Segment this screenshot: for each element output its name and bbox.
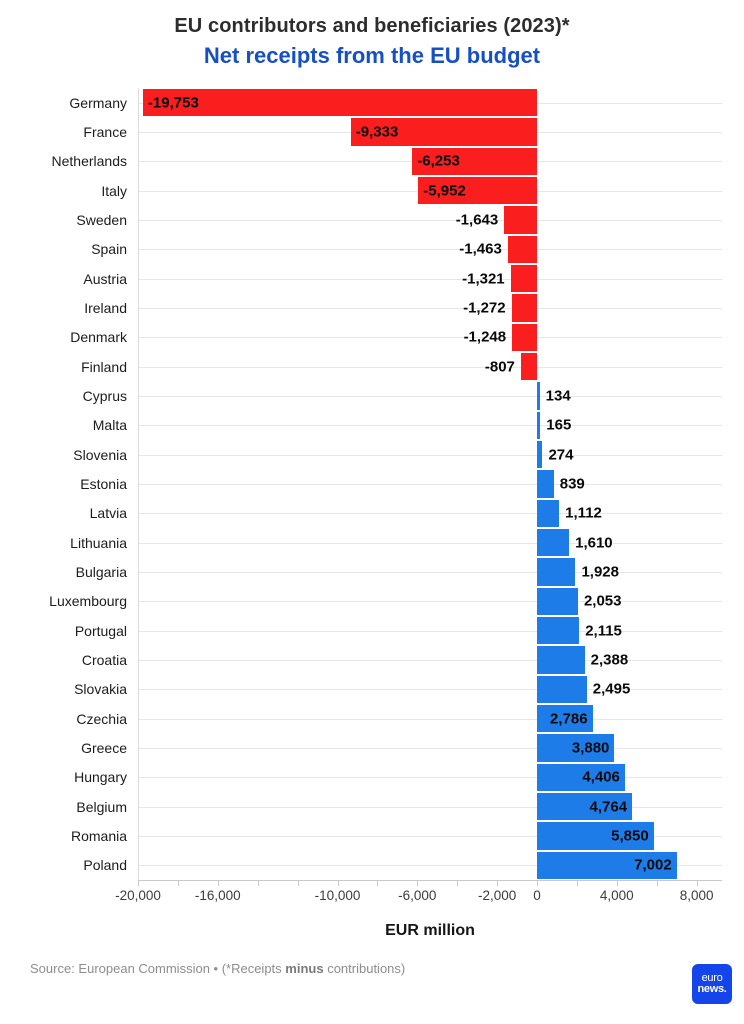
- axis-tick-label: -20,000: [115, 888, 161, 903]
- row-gridline: [138, 543, 722, 544]
- row-gridline: [138, 631, 722, 632]
- chart-row: [0, 293, 744, 322]
- value-label: 3,880: [571, 739, 610, 757]
- row-gridline: [138, 601, 722, 602]
- chart-row: [0, 851, 744, 880]
- chart-row: [0, 117, 744, 146]
- country-label: Portugal: [74, 622, 127, 639]
- axis-tick: [657, 881, 658, 886]
- row-plot: [138, 851, 722, 880]
- value-label: -19,753: [147, 94, 199, 112]
- bar-luxembourg: [537, 588, 578, 615]
- row-plot: [138, 264, 722, 293]
- chart-row: [0, 587, 744, 616]
- chart-row: [0, 205, 744, 234]
- row-gridline: [138, 396, 722, 397]
- row-plot: [138, 147, 722, 176]
- row-plot: [138, 704, 722, 733]
- country-label: Malta: [92, 417, 127, 434]
- chart-row: [0, 411, 744, 440]
- value-label: -9,333: [355, 123, 399, 141]
- row-gridline: [138, 367, 722, 368]
- chart-rows: [0, 88, 744, 880]
- bar-germany: [143, 89, 537, 116]
- chart-row: [0, 323, 744, 352]
- country-label: Greece: [81, 739, 127, 756]
- bar-slovakia: [537, 676, 587, 703]
- value-label: -1,272: [463, 299, 506, 317]
- country-label: Sweden: [76, 211, 127, 228]
- row-plot: [138, 469, 722, 498]
- axis-tick: [138, 881, 139, 886]
- value-label: 7,002: [634, 856, 672, 874]
- country-label: Lithuania: [70, 534, 127, 551]
- bar-ireland: [512, 294, 537, 321]
- value-label: -807: [484, 358, 515, 376]
- row-plot: [138, 381, 722, 410]
- value-label: 134: [545, 387, 571, 405]
- row-plot: [138, 645, 722, 674]
- bar-estonia: [537, 470, 554, 497]
- axis-tick-label: 0: [533, 888, 541, 903]
- chart-row: [0, 235, 744, 264]
- bar-latvia: [537, 500, 559, 527]
- country-label: Bulgaria: [75, 563, 127, 580]
- axis-tick: [178, 881, 179, 886]
- value-label: 4,764: [589, 798, 628, 816]
- value-label: 1,610: [575, 534, 613, 552]
- bar-sweden: [504, 206, 537, 233]
- value-label: -5,952: [423, 182, 466, 200]
- row-gridline: [138, 455, 722, 456]
- country-label: Slovakia: [74, 681, 127, 698]
- row-gridline: [138, 807, 722, 808]
- chart-row: [0, 528, 744, 557]
- country-label: Romania: [70, 827, 127, 844]
- logo-line2: news.: [697, 983, 727, 995]
- bar-bulgaria: [537, 558, 575, 585]
- value-label: 839: [559, 475, 585, 493]
- bar-portugal: [537, 617, 579, 644]
- x-axis-title: EUR million: [385, 922, 475, 939]
- row-gridline: [138, 777, 722, 778]
- country-label: Ireland: [84, 299, 127, 316]
- row-gridline: [138, 425, 722, 426]
- chart-row: [0, 499, 744, 528]
- row-plot: [138, 499, 722, 528]
- chart-row: [0, 557, 744, 586]
- row-plot: [138, 352, 722, 381]
- country-label: Belgium: [76, 798, 127, 815]
- value-label: 2,053: [583, 592, 622, 610]
- country-label: Spain: [91, 241, 127, 258]
- value-label: 2,388: [590, 651, 629, 669]
- country-label: Slovenia: [73, 446, 127, 463]
- row-plot: [138, 117, 722, 146]
- axis-tick: [697, 881, 698, 886]
- source-suffix: contributions): [323, 961, 406, 976]
- axis-tick: [377, 881, 378, 886]
- axis-tick-label: 8,000: [679, 888, 714, 903]
- country-label: Poland: [83, 857, 127, 874]
- chart-row: [0, 352, 744, 381]
- chart-row: [0, 763, 744, 792]
- axis-tick: [617, 881, 618, 886]
- logo-line1: euro: [701, 972, 723, 984]
- chart-row: [0, 616, 744, 645]
- chart-row: [0, 440, 744, 469]
- country-label: Hungary: [74, 769, 127, 786]
- value-label: 165: [546, 416, 572, 434]
- row-plot: [138, 557, 722, 586]
- row-plot: [138, 675, 722, 704]
- chart-row: [0, 147, 744, 176]
- row-plot: [138, 528, 722, 557]
- bar-chart: [0, 88, 744, 939]
- row-gridline: [138, 279, 722, 280]
- chart-row: [0, 792, 744, 821]
- source-text: [30, 961, 405, 976]
- value-label: 2,786: [550, 710, 588, 728]
- row-plot: [138, 733, 722, 762]
- value-label: -6,253: [417, 152, 460, 170]
- row-plot: [138, 176, 722, 205]
- country-label: Netherlands: [51, 153, 127, 170]
- value-label: 274: [548, 446, 574, 464]
- euronews-logo: [692, 964, 732, 1004]
- bar-denmark: [512, 324, 537, 351]
- row-gridline: [138, 249, 722, 250]
- chart-row: [0, 264, 744, 293]
- country-label: Italy: [101, 182, 127, 199]
- row-plot: [138, 293, 722, 322]
- axis-tick-label: -10,000: [314, 888, 361, 903]
- chart-row: [0, 821, 744, 850]
- row-plot: [138, 792, 722, 821]
- row-plot: [138, 205, 722, 234]
- axis-tick: [338, 881, 339, 886]
- axis-tick: [537, 881, 538, 886]
- country-label: Luxembourg: [49, 593, 127, 610]
- country-label: Czechia: [76, 710, 127, 727]
- country-label: Cyprus: [82, 387, 127, 404]
- axis-tick: [457, 881, 458, 886]
- bar-malta: [537, 412, 540, 439]
- row-gridline: [138, 484, 722, 485]
- value-label: 4,406: [582, 768, 620, 786]
- axis-tick: [497, 881, 498, 886]
- bar-croatia: [537, 646, 585, 673]
- bar-spain: [508, 236, 537, 263]
- axis-tick-label: -6,000: [398, 888, 437, 903]
- row-gridline: [138, 572, 722, 573]
- value-label: 2,495: [592, 680, 631, 698]
- row-plot: [138, 821, 722, 850]
- axis-tick: [258, 881, 259, 886]
- source-prefix: Source: European Commission • (*Receipts: [30, 961, 286, 976]
- row-gridline: [138, 308, 722, 309]
- bar-slovenia: [537, 441, 542, 468]
- axis-tick: [417, 881, 418, 886]
- chart-row: [0, 381, 744, 410]
- value-label: 5,850: [611, 827, 649, 845]
- chart-row: [0, 469, 744, 498]
- value-label: 1,112: [565, 504, 602, 522]
- row-plot: [138, 88, 722, 117]
- value-label: 1,928: [581, 563, 619, 581]
- row-plot: [138, 763, 722, 792]
- country-label: Denmark: [70, 329, 127, 346]
- value-label: -1,643: [455, 211, 499, 229]
- bottom-axis-line: [138, 880, 722, 881]
- row-gridline: [138, 719, 722, 720]
- axis-tick-label: -16,000: [194, 888, 241, 903]
- country-label: Germany: [69, 94, 127, 111]
- row-gridline: [138, 689, 722, 690]
- row-gridline: [138, 337, 722, 338]
- row-plot: [138, 235, 722, 264]
- axis-tick: [218, 881, 219, 886]
- country-label: Croatia: [81, 651, 127, 668]
- bar-finland: [521, 353, 537, 380]
- country-label: Latvia: [89, 505, 127, 522]
- left-axis-line: [138, 88, 139, 880]
- axis-tick-label: 4,000: [599, 888, 634, 903]
- value-label: -1,248: [463, 328, 507, 346]
- chart-subtitle: Net receipts from the EU budget: [203, 43, 541, 68]
- row-plot: [138, 411, 722, 440]
- chart-title: EU contributors and beneficiaries (2023)*: [174, 15, 570, 37]
- chart-row: [0, 733, 744, 762]
- chart-row: [0, 675, 744, 704]
- row-gridline: [138, 220, 722, 221]
- row-gridline: [138, 748, 722, 749]
- axis-tick-label: -2,000: [477, 888, 517, 903]
- bar-cyprus: [537, 382, 540, 409]
- value-label: 2,115: [585, 622, 622, 640]
- bar-austria: [511, 265, 537, 292]
- country-label: Austria: [83, 270, 127, 287]
- row-plot: [138, 616, 722, 645]
- axis-tick: [298, 881, 299, 886]
- country-label: Estonia: [80, 475, 127, 492]
- row-plot: [138, 323, 722, 352]
- value-label: -1,463: [459, 240, 502, 258]
- country-label: France: [83, 123, 127, 140]
- value-label: -1,321: [462, 270, 505, 288]
- bar-lithuania: [537, 529, 569, 556]
- axis-tick: [577, 881, 578, 886]
- row-gridline: [138, 513, 722, 514]
- chart-row: [0, 88, 744, 117]
- country-label: Finland: [81, 358, 127, 375]
- row-gridline: [138, 660, 722, 661]
- source-bold-word: minus: [285, 961, 324, 976]
- row-plot: [138, 440, 722, 469]
- chart-row: [0, 704, 744, 733]
- chart-row: [0, 176, 744, 205]
- chart-row: [0, 645, 744, 674]
- row-plot: [138, 587, 722, 616]
